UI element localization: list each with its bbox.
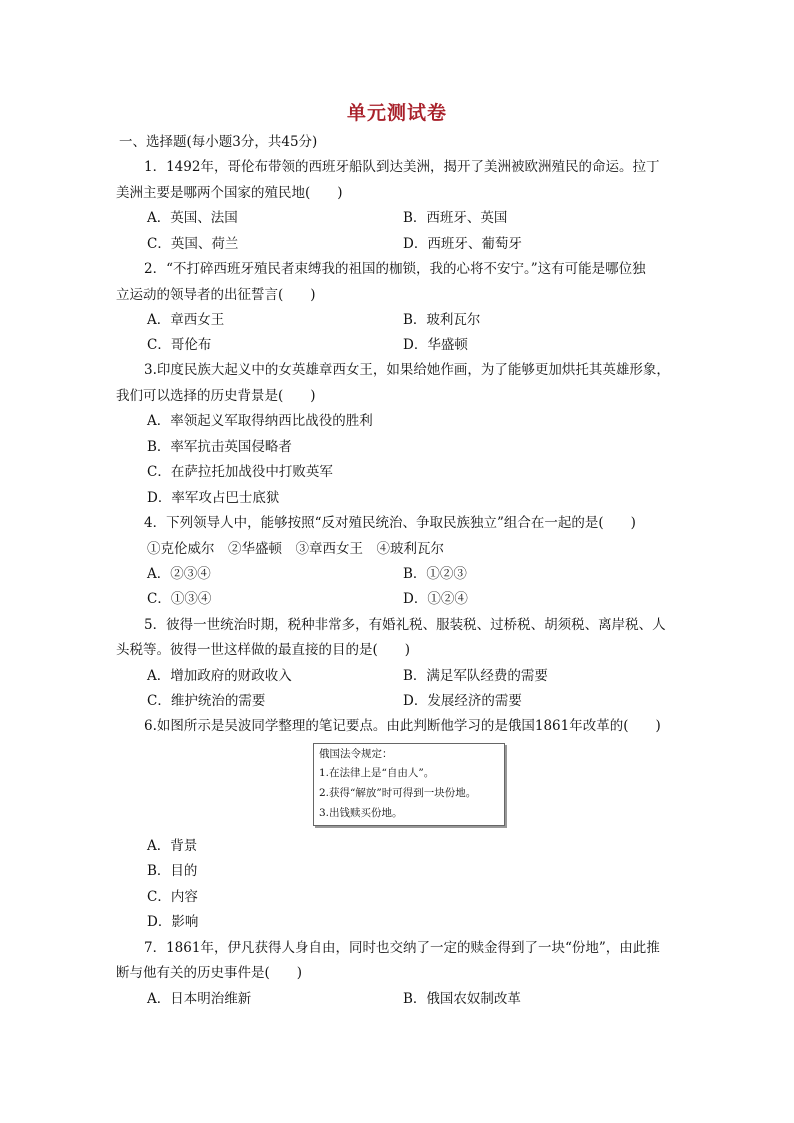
q2-option-d: D．华盛顿 — [403, 337, 468, 353]
q7-stem-line1: 7．1861年，伊凡获得人身自由，同时也交纳了一定的赎金得到了一块“份地”，由此推 — [144, 940, 660, 956]
section-heading: 一、选择题(每小题3分，共45分) — [119, 134, 318, 150]
q4-option-d: D．①②④ — [403, 591, 468, 607]
note-item-2: 2.获得“解放”时可得到一块份地。 — [319, 787, 477, 799]
q1-option-d: D．西班牙、葡萄牙 — [403, 236, 522, 252]
q3-stem-line2: 我们可以选择的历史背景是( ) — [116, 388, 316, 404]
q1-stem-line2: 美洲主要是哪两个国家的殖民地( ) — [116, 185, 343, 201]
q6-stem-line1: 6.如图所示是吴波同学整理的笔记要点。由此判断他学习的是俄国1861年改革的( ) — [144, 718, 661, 734]
q2-stem-line1: 2．“不打碎西班牙殖民者束缚我的祖国的枷锁，我的心将不安宁。”这有可能是哪位独 — [144, 261, 646, 277]
q5-option-b: B．满足军队经费的需要 — [403, 668, 548, 684]
q2-option-a: A．章西女王 — [147, 312, 225, 328]
q1-option-a: A．英国、法国 — [147, 210, 238, 226]
q7-option-b: B．俄国农奴制改革 — [403, 991, 521, 1007]
q3-option-a: A．率领起义军取得纳西比战役的胜利 — [147, 413, 373, 429]
q5-option-a: A．增加政府的财政收入 — [147, 668, 292, 684]
note-heading: 俄国法令规定： — [319, 748, 393, 760]
q6-option-d: D．影响 — [147, 914, 199, 930]
q2-option-c: C．哥伦布 — [147, 337, 212, 353]
q5-option-c: C．维护统治的需要 — [147, 693, 266, 709]
q2-stem-line2: 立运动的领导者的出征誓言( ) — [116, 287, 316, 303]
q1-option-b: B．西班牙、英国 — [403, 210, 508, 226]
q5-option-d: D．发展经济的需要 — [403, 693, 522, 709]
page-title: 单元测试卷 — [346, 102, 447, 124]
q7-option-a: A．日本明治维新 — [147, 991, 252, 1007]
notes-figure — [313, 743, 505, 826]
q4-stem-line1: 4．下列领导人中，能够按照“反对殖民统治、争取民族独立”组合在一起的是( ) — [144, 515, 636, 531]
q4-option-a: A．②③④ — [147, 566, 211, 582]
q6-option-c: C．内容 — [147, 889, 198, 905]
q4-option-b: B．①②③ — [403, 566, 467, 582]
q5-stem-line2: 头税等。彼得一世这样做的最直接的目的是( ) — [116, 642, 411, 658]
q3-option-c: C．在萨拉托加战役中打败英军 — [147, 464, 333, 480]
q1-stem-line1: 1．1492年，哥伦布带领的西班牙船队到达美洲，揭开了美洲被欧洲殖民的命运。拉丁 — [144, 159, 660, 175]
q3-stem-line1: 3.印度民族大起义中的女英雄章西女王，如果给她作画，为了能够更加烘托其英雄形象， — [144, 362, 670, 378]
q4-option-c: C．①③④ — [147, 591, 212, 607]
q5-stem-line1: 5．彼得一世统治时期，税种非常多，有婚礼税、服装税、过桥税、胡须税、离岸税、人 — [144, 617, 666, 633]
q3-option-d: D．率军攻占巴士底狱 — [147, 490, 280, 506]
q4-list: ①克伦威尔 ②华盛顿 ③章西女王 ④玻利瓦尔 — [147, 541, 444, 557]
q3-option-b: B．率军抗击英国侵略者 — [147, 439, 292, 455]
q6-option-b: B．目的 — [147, 863, 198, 879]
q2-option-b: B．玻利瓦尔 — [403, 312, 481, 328]
q7-stem-line2: 断与他有关的历史事件是( ) — [116, 965, 303, 981]
q6-option-a: A．背景 — [147, 838, 198, 854]
q1-option-c: C．英国、荷兰 — [147, 236, 239, 252]
note-item-3: 3.出钱赎买份地。 — [319, 807, 403, 819]
note-item-1: 1.在法律上是“自由人”。 — [319, 767, 435, 779]
